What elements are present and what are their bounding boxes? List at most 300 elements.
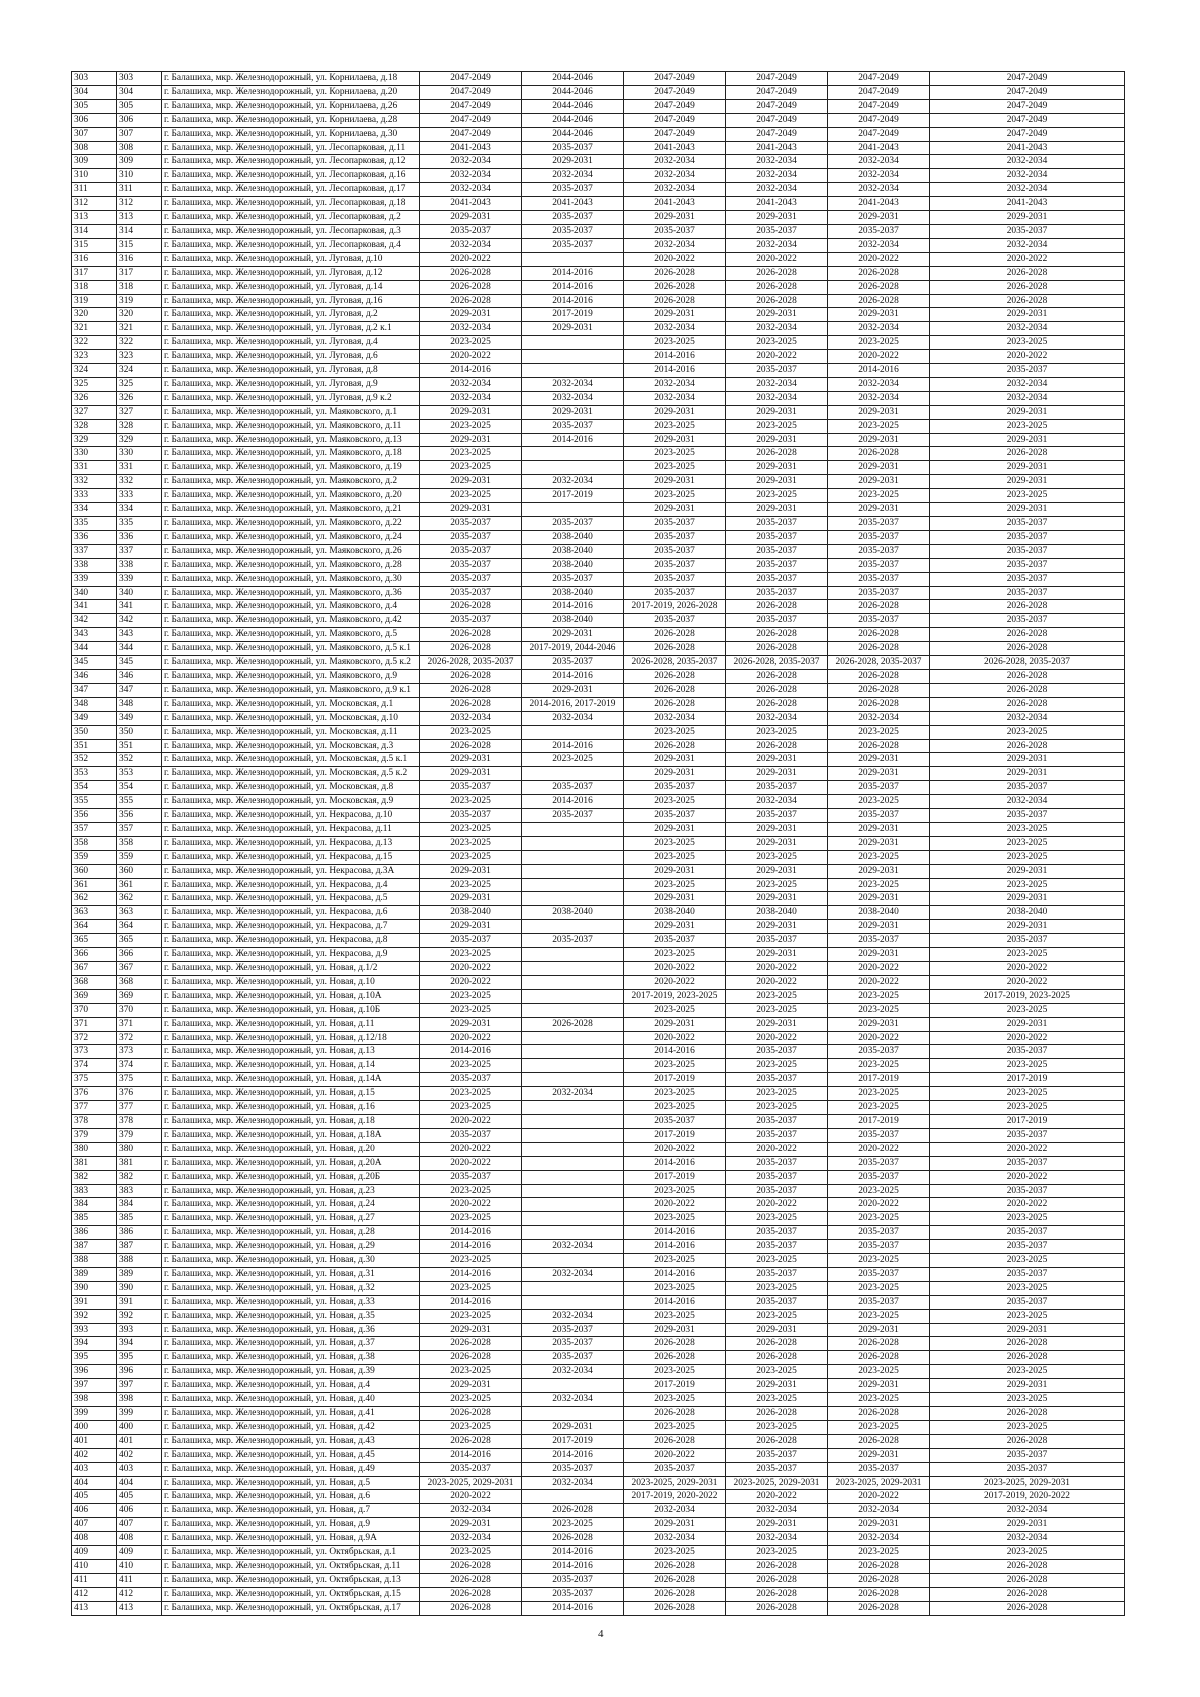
period-cell: 2029-2031 bbox=[828, 1379, 930, 1393]
table-row bbox=[72, 600, 1125, 614]
period-cell: 2029-2031 bbox=[930, 461, 1125, 475]
period-cell: 2026-2028 bbox=[828, 628, 930, 642]
address: г. Балашиха, мкр. Железнодорожный, ул. Лесопарковая, д.17 bbox=[162, 183, 420, 197]
period-cell: 2014-2016 bbox=[522, 669, 624, 683]
row-number: 338 bbox=[72, 558, 117, 572]
period-cell: 2023-2025 bbox=[930, 1087, 1125, 1101]
object-number: 359 bbox=[117, 850, 162, 864]
period-cell: 2020-2022 bbox=[726, 1142, 828, 1156]
address: г. Балашиха, мкр. Железнодорожный, ул. Новая, д.15 bbox=[162, 1087, 420, 1101]
period-cell: 2029-2031 bbox=[624, 475, 726, 489]
period-cell: 2023-2025 bbox=[828, 1101, 930, 1115]
period-cell: 2014-2016 bbox=[420, 1045, 522, 1059]
address: г. Балашиха, мкр. Железнодорожный, ул. Новая, д.37 bbox=[162, 1337, 420, 1351]
object-number: 387 bbox=[117, 1240, 162, 1254]
period-cell: 2035-2037 bbox=[522, 224, 624, 238]
period-cell: 2026-2028 bbox=[828, 683, 930, 697]
period-cell: 2029-2031 bbox=[828, 948, 930, 962]
period-cell: 2014-2016 bbox=[522, 1601, 624, 1615]
period-cell: 2026-2028 bbox=[930, 600, 1125, 614]
object-number: 385 bbox=[117, 1212, 162, 1226]
row-number: 405 bbox=[72, 1490, 117, 1504]
address: г. Балашиха, мкр. Железнодорожный, ул. Некрасова, д.4 bbox=[162, 878, 420, 892]
period-cell: 2035-2037 bbox=[522, 211, 624, 225]
period-cell: 2035-2037 bbox=[522, 809, 624, 823]
period-cell: 2026-2028 bbox=[726, 1573, 828, 1587]
address: г. Балашиха, мкр. Железнодорожный, ул. Некрасова, д.15 bbox=[162, 850, 420, 864]
row-number: 310 bbox=[72, 169, 117, 183]
period-cell: 2035-2037 bbox=[930, 572, 1125, 586]
period-cell: 2032-2034 bbox=[420, 169, 522, 183]
period-cell: 2023-2025 bbox=[624, 1212, 726, 1226]
row-number: 397 bbox=[72, 1379, 117, 1393]
period-cell: 2023-2025 bbox=[930, 878, 1125, 892]
object-number: 323 bbox=[117, 350, 162, 364]
row-number: 305 bbox=[72, 99, 117, 113]
period-cell: 2035-2037 bbox=[726, 1170, 828, 1184]
period-cell: 2035-2037 bbox=[522, 1573, 624, 1587]
table-row bbox=[72, 1559, 1125, 1573]
period-cell: 2026-2028 bbox=[624, 1351, 726, 1365]
period-cell: 2029-2031 bbox=[828, 1017, 930, 1031]
period-cell: 2029-2031 bbox=[726, 1379, 828, 1393]
period-cell: 2023-2025 bbox=[420, 1281, 522, 1295]
row-number: 385 bbox=[72, 1212, 117, 1226]
row-number: 401 bbox=[72, 1434, 117, 1448]
object-number: 352 bbox=[117, 753, 162, 767]
object-number: 405 bbox=[117, 1490, 162, 1504]
address: г. Балашиха, мкр. Железнодорожный, ул. Новая, д.31 bbox=[162, 1267, 420, 1281]
table-row bbox=[72, 336, 1125, 350]
row-number: 370 bbox=[72, 1003, 117, 1017]
period-cell: 2020-2022 bbox=[420, 1114, 522, 1128]
period-cell: 2023-2025 bbox=[624, 419, 726, 433]
address: г. Балашиха, мкр. Железнодорожный, ул. Маяковского, д.18 bbox=[162, 447, 420, 461]
period-cell: 2032-2034 bbox=[726, 377, 828, 391]
period-cell: 2026-2028 bbox=[930, 1587, 1125, 1601]
period-cell: 2026-2028 bbox=[624, 280, 726, 294]
period-cell: 2029-2031 bbox=[624, 767, 726, 781]
table-row bbox=[72, 322, 1125, 336]
period-cell: 2023-2025 bbox=[726, 1546, 828, 1560]
row-number: 347 bbox=[72, 683, 117, 697]
period-cell: 2038-2040 bbox=[522, 586, 624, 600]
object-number: 325 bbox=[117, 377, 162, 391]
period-cell: 2026-2028 bbox=[726, 1351, 828, 1365]
period-cell: 2029-2031 bbox=[726, 1323, 828, 1337]
period-cell bbox=[522, 503, 624, 517]
table-row bbox=[72, 1017, 1125, 1031]
address: г. Балашиха, мкр. Железнодорожный, ул. Новая, д.14 bbox=[162, 1059, 420, 1073]
table-row bbox=[72, 836, 1125, 850]
period-cell: 2032-2034 bbox=[930, 183, 1125, 197]
period-cell: 2047-2049 bbox=[420, 72, 522, 86]
address: г. Балашиха, мкр. Железнодорожный, ул. Новая, д.7 bbox=[162, 1504, 420, 1518]
period-cell: 2023-2025 bbox=[420, 1254, 522, 1268]
period-cell bbox=[522, 1073, 624, 1087]
period-cell: 2026-2028 bbox=[624, 683, 726, 697]
period-cell: 2035-2037 bbox=[420, 1170, 522, 1184]
period-cell: 2035-2037 bbox=[726, 781, 828, 795]
table-row bbox=[72, 85, 1125, 99]
period-cell: 2023-2025 bbox=[624, 795, 726, 809]
period-cell: 2029-2031 bbox=[828, 433, 930, 447]
address: г. Балашиха, мкр. Железнодорожный, ул. Маяковского, д.9 к.1 bbox=[162, 683, 420, 697]
address: г. Балашиха, мкр. Железнодорожный, ул. Лесопарковая, д.18 bbox=[162, 197, 420, 211]
period-cell: 2038-2040 bbox=[522, 544, 624, 558]
period-cell: 2026-2028 bbox=[420, 280, 522, 294]
period-cell: 2020-2022 bbox=[726, 1198, 828, 1212]
row-number: 369 bbox=[72, 989, 117, 1003]
period-cell: 2035-2037 bbox=[828, 614, 930, 628]
period-cell: 2032-2034 bbox=[726, 1532, 828, 1546]
period-cell: 2026-2028 bbox=[420, 669, 522, 683]
object-number: 319 bbox=[117, 294, 162, 308]
address: г. Балашиха, мкр. Железнодорожный, ул. Новая, д.6 bbox=[162, 1490, 420, 1504]
period-cell: 2014-2016 bbox=[522, 1448, 624, 1462]
period-cell: 2026-2028 bbox=[930, 1434, 1125, 1448]
period-cell: 2017-2019 bbox=[522, 308, 624, 322]
period-cell: 2026-2028 bbox=[828, 1337, 930, 1351]
row-number: 408 bbox=[72, 1532, 117, 1546]
period-cell: 2047-2049 bbox=[726, 113, 828, 127]
period-cell: 2020-2022 bbox=[930, 1142, 1125, 1156]
period-cell: 2035-2037 bbox=[726, 1114, 828, 1128]
period-cell: 2035-2037 bbox=[726, 1240, 828, 1254]
period-cell: 2023-2025 bbox=[930, 1393, 1125, 1407]
address: г. Балашиха, мкр. Железнодорожный, ул. Новая, д.20Б bbox=[162, 1170, 420, 1184]
period-cell: 2026-2028, 2035-2037 bbox=[420, 656, 522, 670]
table-row bbox=[72, 1462, 1125, 1476]
period-cell: 2029-2031 bbox=[930, 503, 1125, 517]
object-number: 332 bbox=[117, 475, 162, 489]
period-cell: 2047-2049 bbox=[930, 113, 1125, 127]
table-row bbox=[72, 725, 1125, 739]
row-number: 355 bbox=[72, 795, 117, 809]
period-cell: 2023-2025 bbox=[624, 461, 726, 475]
period-cell: 2032-2034 bbox=[726, 1504, 828, 1518]
period-cell: 2035-2037 bbox=[522, 183, 624, 197]
period-cell: 2023-2025 bbox=[930, 836, 1125, 850]
period-cell: 2026-2028 bbox=[930, 628, 1125, 642]
address: г. Балашиха, мкр. Железнодорожный, ул. Лесопарковая, д.4 bbox=[162, 238, 420, 252]
period-cell: 2032-2034 bbox=[930, 169, 1125, 183]
table-row bbox=[72, 350, 1125, 364]
row-number: 400 bbox=[72, 1420, 117, 1434]
object-number: 321 bbox=[117, 322, 162, 336]
object-number: 344 bbox=[117, 642, 162, 656]
period-cell: 2026-2028 bbox=[624, 294, 726, 308]
period-cell: 2026-2028 bbox=[828, 1559, 930, 1573]
period-cell: 2026-2028 bbox=[726, 628, 828, 642]
period-cell: 2029-2031 bbox=[828, 405, 930, 419]
period-cell: 2035-2037 bbox=[828, 1462, 930, 1476]
address: г. Балашиха, мкр. Железнодорожный, ул. Маяковского, д.2 bbox=[162, 475, 420, 489]
address: г. Балашиха, мкр. Железнодорожный, ул. Новая, д.12/18 bbox=[162, 1031, 420, 1045]
period-cell: 2023-2025 bbox=[930, 336, 1125, 350]
address: г. Балашиха, мкр. Железнодорожный, ул. Новая, д.11 bbox=[162, 1017, 420, 1031]
address: г. Балашиха, мкр. Железнодорожный, ул. Новая, д.9А bbox=[162, 1532, 420, 1546]
table-row bbox=[72, 1573, 1125, 1587]
object-number: 408 bbox=[117, 1532, 162, 1546]
period-cell: 2035-2037 bbox=[624, 224, 726, 238]
period-cell: 2035-2037 bbox=[828, 1170, 930, 1184]
period-cell: 2035-2037 bbox=[828, 1045, 930, 1059]
period-cell: 2035-2037 bbox=[828, 558, 930, 572]
period-cell: 2029-2031 bbox=[930, 405, 1125, 419]
period-cell: 2029-2031 bbox=[930, 211, 1125, 225]
object-number: 309 bbox=[117, 155, 162, 169]
period-cell bbox=[522, 1156, 624, 1170]
table-row bbox=[72, 1240, 1125, 1254]
period-cell bbox=[522, 1254, 624, 1268]
period-cell: 2023-2025 bbox=[624, 1420, 726, 1434]
row-number: 394 bbox=[72, 1337, 117, 1351]
period-cell: 2014-2016 bbox=[420, 1240, 522, 1254]
period-cell: 2032-2034 bbox=[828, 1504, 930, 1518]
row-number: 356 bbox=[72, 809, 117, 823]
table-row bbox=[72, 1073, 1125, 1087]
period-cell: 2035-2037 bbox=[930, 614, 1125, 628]
table-row bbox=[72, 127, 1125, 141]
period-cell: 2017-2019, 2023-2025 bbox=[930, 989, 1125, 1003]
period-cell: 2035-2037 bbox=[522, 1587, 624, 1601]
period-cell: 2029-2031 bbox=[828, 461, 930, 475]
period-cell: 2029-2031 bbox=[624, 1017, 726, 1031]
period-cell: 2029-2031 bbox=[828, 864, 930, 878]
row-number: 402 bbox=[72, 1448, 117, 1462]
period-cell: 2026-2028 bbox=[624, 1601, 726, 1615]
period-cell: 2014-2016 bbox=[624, 1045, 726, 1059]
period-cell: 2023-2025 bbox=[624, 1059, 726, 1073]
period-cell: 2023-2025 bbox=[420, 336, 522, 350]
address: г. Балашиха, мкр. Железнодорожный, ул. Новая, д.30 bbox=[162, 1254, 420, 1268]
period-cell: 2032-2034 bbox=[930, 238, 1125, 252]
address: г. Балашиха, мкр. Железнодорожный, ул. Маяковского, д.5 к.2 bbox=[162, 656, 420, 670]
row-number: 345 bbox=[72, 656, 117, 670]
address: г. Балашиха, мкр. Железнодорожный, ул. Маяковского, д.24 bbox=[162, 530, 420, 544]
period-cell: 2035-2037 bbox=[930, 1226, 1125, 1240]
row-number: 311 bbox=[72, 183, 117, 197]
address: г. Балашиха, мкр. Железнодорожный, ул. Лесопарковая, д.3 bbox=[162, 224, 420, 238]
row-number: 399 bbox=[72, 1407, 117, 1421]
period-cell: 2047-2049 bbox=[828, 85, 930, 99]
address: г. Балашиха, мкр. Железнодорожный, ул. Маяковского, д.19 bbox=[162, 461, 420, 475]
address: г. Балашиха, мкр. Железнодорожный, ул. Корнилаева, д.20 bbox=[162, 85, 420, 99]
table-row bbox=[72, 1101, 1125, 1115]
period-cell: 2023-2025 bbox=[624, 836, 726, 850]
period-cell: 2020-2022 bbox=[726, 975, 828, 989]
object-number: 383 bbox=[117, 1184, 162, 1198]
table-row bbox=[72, 1323, 1125, 1337]
period-cell: 2026-2028 bbox=[624, 1573, 726, 1587]
period-cell: 2026-2028 bbox=[420, 266, 522, 280]
object-number: 364 bbox=[117, 920, 162, 934]
period-cell: 2035-2037 bbox=[522, 1351, 624, 1365]
address: г. Балашиха, мкр. Железнодорожный, ул. Корнилаева, д.30 bbox=[162, 127, 420, 141]
row-number: 393 bbox=[72, 1323, 117, 1337]
period-cell: 2023-2025 bbox=[828, 1087, 930, 1101]
row-number: 341 bbox=[72, 600, 117, 614]
period-cell: 2023-2025 bbox=[624, 1254, 726, 1268]
period-cell: 2026-2028 bbox=[726, 1434, 828, 1448]
period-cell: 2014-2016 bbox=[522, 1546, 624, 1560]
row-number: 324 bbox=[72, 364, 117, 378]
period-cell: 2032-2034 bbox=[420, 1532, 522, 1546]
period-cell: 2029-2031 bbox=[828, 753, 930, 767]
address: г. Балашиха, мкр. Железнодорожный, ул. Маяковского, д.9 bbox=[162, 669, 420, 683]
table-row bbox=[72, 572, 1125, 586]
period-cell: 2029-2031 bbox=[930, 308, 1125, 322]
period-cell: 2017-2019 bbox=[828, 1073, 930, 1087]
address: г. Балашиха, мкр. Железнодорожный, ул. Новая, д.49 bbox=[162, 1462, 420, 1476]
period-cell: 2023-2025, 2029-2031 bbox=[420, 1476, 522, 1490]
period-cell: 2017-2019 bbox=[522, 1434, 624, 1448]
period-cell: 2035-2037 bbox=[420, 544, 522, 558]
object-number: 374 bbox=[117, 1059, 162, 1073]
period-cell: 2026-2028 bbox=[420, 739, 522, 753]
period-cell: 2026-2028 bbox=[930, 1573, 1125, 1587]
period-cell: 2014-2016 bbox=[522, 739, 624, 753]
period-cell: 2035-2037 bbox=[828, 224, 930, 238]
period-cell: 2035-2037 bbox=[522, 517, 624, 531]
period-cell bbox=[522, 1379, 624, 1393]
row-number: 319 bbox=[72, 294, 117, 308]
object-number: 391 bbox=[117, 1295, 162, 1309]
period-cell: 2047-2049 bbox=[624, 113, 726, 127]
period-cell: 2035-2037 bbox=[930, 517, 1125, 531]
period-cell: 2029-2031 bbox=[726, 822, 828, 836]
table-row bbox=[72, 920, 1125, 934]
period-cell: 2023-2025 bbox=[624, 1365, 726, 1379]
row-number: 328 bbox=[72, 419, 117, 433]
period-cell: 2035-2037 bbox=[828, 1295, 930, 1309]
table-row bbox=[72, 809, 1125, 823]
row-number: 411 bbox=[72, 1573, 117, 1587]
period-cell: 2032-2034 bbox=[930, 711, 1125, 725]
address: г. Балашиха, мкр. Железнодорожный, ул. Маяковского, д.4 bbox=[162, 600, 420, 614]
period-cell: 2014-2016 bbox=[522, 1559, 624, 1573]
period-cell: 2026-2028 bbox=[624, 1337, 726, 1351]
period-cell: 2038-2040 bbox=[726, 906, 828, 920]
address: г. Балашиха, мкр. Железнодорожный, ул. Маяковского, д.21 bbox=[162, 503, 420, 517]
period-cell: 2026-2028 bbox=[420, 642, 522, 656]
address: г. Балашиха, мкр. Железнодорожный, ул. Луговая, д.16 bbox=[162, 294, 420, 308]
table-row bbox=[72, 850, 1125, 864]
object-number: 404 bbox=[117, 1476, 162, 1490]
period-cell: 2020-2022 bbox=[828, 1490, 930, 1504]
period-cell: 2032-2034 bbox=[522, 711, 624, 725]
period-cell: 2023-2025 bbox=[624, 1087, 726, 1101]
period-cell: 2029-2031 bbox=[624, 503, 726, 517]
period-cell: 2026-2028 bbox=[828, 600, 930, 614]
table-row bbox=[72, 1351, 1125, 1365]
table-row bbox=[72, 1587, 1125, 1601]
object-number: 342 bbox=[117, 614, 162, 628]
address: г. Балашиха, мкр. Железнодорожный, ул. Маяковского, д.36 bbox=[162, 586, 420, 600]
table-row bbox=[72, 364, 1125, 378]
object-number: 382 bbox=[117, 1170, 162, 1184]
period-cell: 2047-2049 bbox=[828, 127, 930, 141]
period-cell bbox=[522, 836, 624, 850]
period-cell: 2026-2028 bbox=[930, 1407, 1125, 1421]
period-cell: 2035-2037 bbox=[522, 1337, 624, 1351]
period-cell: 2023-2025 bbox=[624, 948, 726, 962]
period-cell: 2035-2037 bbox=[828, 934, 930, 948]
address: г. Балашиха, мкр. Железнодорожный, ул. Новая, д.29 bbox=[162, 1240, 420, 1254]
period-cell: 2035-2037 bbox=[522, 1323, 624, 1337]
row-number: 304 bbox=[72, 85, 117, 99]
period-cell: 2035-2037 bbox=[726, 364, 828, 378]
period-cell bbox=[522, 822, 624, 836]
period-cell: 2023-2025 bbox=[828, 1003, 930, 1017]
address: г. Балашиха, мкр. Железнодорожный, ул. Новая, д.41 bbox=[162, 1407, 420, 1421]
period-cell: 2023-2025 bbox=[420, 795, 522, 809]
period-cell: 2020-2022 bbox=[828, 962, 930, 976]
period-cell: 2029-2031 bbox=[624, 405, 726, 419]
period-cell: 2035-2037 bbox=[420, 517, 522, 531]
object-number: 367 bbox=[117, 962, 162, 976]
row-number: 373 bbox=[72, 1045, 117, 1059]
address: г. Балашиха, мкр. Железнодорожный, ул. Лесопарковая, д.11 bbox=[162, 141, 420, 155]
period-cell: 2026-2028 bbox=[624, 697, 726, 711]
period-cell: 2029-2031 bbox=[828, 1448, 930, 1462]
period-cell: 2023-2025 bbox=[828, 878, 930, 892]
address: г. Балашиха, мкр. Железнодорожный, ул. Октябрьская, д.11 bbox=[162, 1559, 420, 1573]
period-cell: 2038-2040 bbox=[522, 558, 624, 572]
period-cell: 2032-2034 bbox=[522, 1267, 624, 1281]
period-cell: 2026-2028 bbox=[930, 447, 1125, 461]
period-cell: 2038-2040 bbox=[522, 614, 624, 628]
period-cell: 2035-2037 bbox=[420, 558, 522, 572]
address: г. Балашиха, мкр. Железнодорожный, ул. Маяковского, д.22 bbox=[162, 517, 420, 531]
period-cell: 2029-2031 bbox=[522, 628, 624, 642]
period-cell: 2020-2022 bbox=[624, 1031, 726, 1045]
address: г. Балашиха, мкр. Железнодорожный, ул. Луговая, д.2 к.1 bbox=[162, 322, 420, 336]
period-cell: 2047-2049 bbox=[420, 85, 522, 99]
period-cell: 2014-2016 bbox=[624, 1240, 726, 1254]
period-cell: 2035-2037 bbox=[726, 1295, 828, 1309]
table-row bbox=[72, 683, 1125, 697]
period-cell: 2047-2049 bbox=[930, 72, 1125, 86]
period-cell: 2035-2037 bbox=[420, 530, 522, 544]
table-row bbox=[72, 197, 1125, 211]
period-cell bbox=[522, 948, 624, 962]
address: г. Балашиха, мкр. Железнодорожный, ул. Маяковского, д.20 bbox=[162, 489, 420, 503]
period-cell: 2020-2022 bbox=[828, 1142, 930, 1156]
table-row bbox=[72, 1518, 1125, 1532]
period-cell: 2032-2034 bbox=[930, 377, 1125, 391]
period-cell: 2035-2037 bbox=[828, 809, 930, 823]
period-cell: 2029-2031 bbox=[828, 836, 930, 850]
address: г. Балашиха, мкр. Железнодорожный, ул. Новая, д.23 bbox=[162, 1184, 420, 1198]
period-cell: 2026-2028 bbox=[930, 739, 1125, 753]
period-cell: 2035-2037 bbox=[828, 781, 930, 795]
period-cell: 2029-2031 bbox=[930, 1379, 1125, 1393]
period-cell: 2017-2019 bbox=[624, 1170, 726, 1184]
row-number: 342 bbox=[72, 614, 117, 628]
period-cell: 2023-2025 bbox=[930, 1546, 1125, 1560]
address: г. Балашиха, мкр. Железнодорожный, ул. Маяковского, д.1 bbox=[162, 405, 420, 419]
object-number: 326 bbox=[117, 391, 162, 405]
period-cell: 2032-2034 bbox=[828, 1532, 930, 1546]
row-number: 395 bbox=[72, 1351, 117, 1365]
address: г. Балашиха, мкр. Железнодорожный, ул. Новая, д.43 bbox=[162, 1434, 420, 1448]
period-cell: 2026-2028 bbox=[420, 294, 522, 308]
period-cell: 2029-2031 bbox=[828, 503, 930, 517]
period-cell: 2029-2031 bbox=[522, 683, 624, 697]
object-number: 370 bbox=[117, 1003, 162, 1017]
